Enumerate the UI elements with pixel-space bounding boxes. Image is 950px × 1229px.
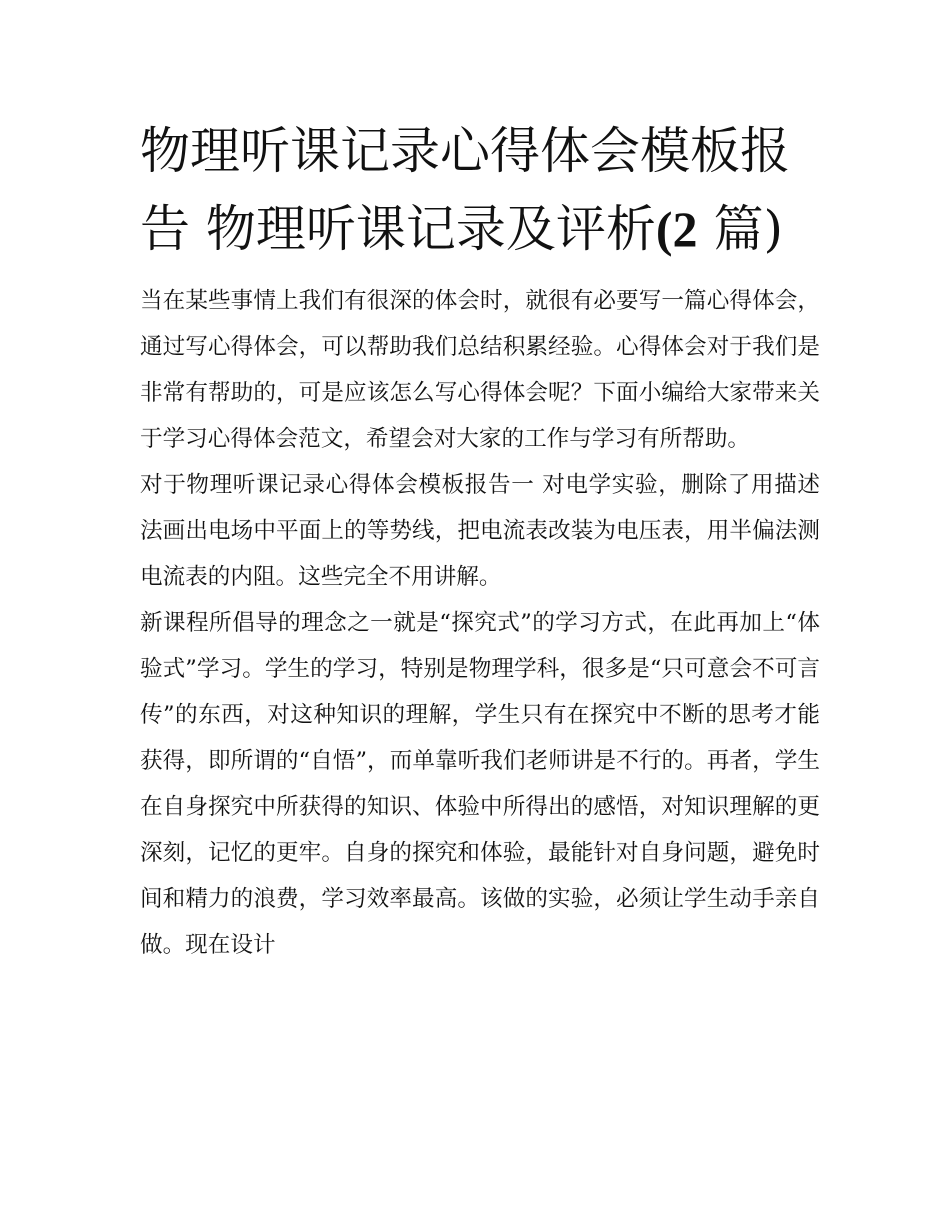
paragraph-intro: 当在某些事情上我们有很深的体会时，就很有必要写一篇心得体会，通过写心得体会，可以帮助我们总结积累经验。心得体会对于我们是非常有帮助的，可是应该怎么写心得体会呢？下面小编给大家带来关于学习心得体会范文，希望会对大家的工作与学习有所帮助。 (140, 288, 820, 452)
title-line-2-suffix: 篇) (713, 200, 783, 258)
paragraph-report-one: 对于物理听课记录心得体会模板报告一 对电学实验，删除了用描述法画出电场中平面上的等势线，把电流表改装为电压表，用半偏法测电流表的内阻。这些完全不用讲解。 (140, 472, 820, 590)
document-body (140, 278, 820, 968)
title-count: (2 (655, 201, 698, 257)
paragraph-inquiry-learning: 新课程所倡导的理念之一就是“探究式”的学习方式，在此再加上“体验式”学习。学生的学习，特别是物理学科，很多是“只可意会不可言传”的东西，对这种知识的理解，学生只有在探究中不断的思考才能获得，即所谓的“自悟”，而单靠听我们老师讲是不行的。再者，学生在自身探究中所获得的知识、体验中所得出的感悟，对知识理解的更深刻，记忆的更牢。自身的探究和体验，最能针对自身问题，避免时间和精力的浪费，学习效率最高。该做的实验，必须让学生动手亲自做。现在设计 (140, 610, 820, 958)
title-line-2-text: 告 物理听课记录及评析 (140, 200, 656, 258)
title-line-1: 物理听课记录心得体会模板报 (140, 122, 790, 180)
document-title (140, 112, 820, 268)
